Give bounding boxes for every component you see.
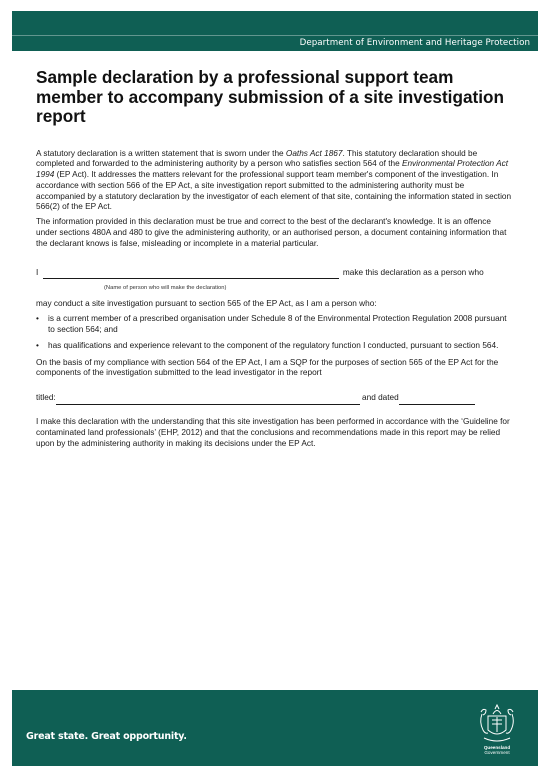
list-item bbox=[36, 314, 512, 336]
declarant-suffix: make this declaration as a person who bbox=[342, 267, 484, 277]
declarant-prefix: I bbox=[36, 267, 39, 277]
department-name: Department of Environment and Heritage Protection bbox=[299, 38, 530, 48]
report-date-field[interactable] bbox=[399, 393, 475, 405]
header-band bbox=[12, 11, 538, 51]
understanding-paragraph: I make this declaration with the understanding that this site investigation has been performed in accordance with the ‘Guideline for contaminated land professionals’ (EHP, 2012) and that the conclusions and recommendations made in this report may be relied upon by the administering authority in making its decisions under the EP Act. bbox=[36, 417, 510, 448]
offence-paragraph: The information provided in this declaration must be true and correct to the best of the declarant's knowledge. It is an offence under sections 480A and 480 to give the administering authority, or an authorised person, a document containing information that the declarant knows is false, misleading or incomplete in a material particular. bbox=[36, 217, 507, 248]
logo-name: Queensland bbox=[483, 745, 511, 750]
list-item-text: is a current member of a prescribed organisation under Schedule 8 of the Environmental Protection Regulation 2008 pursuant to section 564; and bbox=[48, 314, 507, 335]
intro-text-3: (EP Act). It addresses the matters relevant for the professional support team member's component of the investigation. In accordance with section 566 of the EP Act, a site investigation report submitted to the administering authority must be accompanied by a statutory declaration by the investigator of each element of that site, containing the information stated in section 566(2) of the EP Act. bbox=[36, 170, 512, 212]
logo-subtitle: Government bbox=[484, 750, 510, 756]
bullet-icon: • bbox=[36, 340, 39, 350]
declarant-line bbox=[36, 268, 512, 280]
oaths-act-reference: Oaths Act 1867 bbox=[285, 148, 343, 158]
titled-label: titled: bbox=[36, 393, 56, 403]
bullet-icon: • bbox=[36, 314, 39, 324]
header-divider bbox=[12, 35, 538, 36]
list-item bbox=[36, 341, 512, 352]
report-title-line bbox=[36, 393, 512, 405]
conduct-paragraph: may conduct a site investigation pursuant to section 565 of the EP Act, as I am a person who: bbox=[36, 299, 377, 309]
declarant-name-field[interactable] bbox=[43, 268, 339, 280]
qualification-list bbox=[36, 314, 512, 351]
intro-paragraph bbox=[36, 149, 512, 214]
ep-act-reference: Environmental Protection Act 1994 bbox=[36, 159, 509, 180]
intro-text-2: . This statutory declaration should be completed and forwarded to the administering authority by a person who satisfies section 564 of the bbox=[36, 148, 478, 169]
document-body bbox=[36, 68, 512, 453]
intro-text-1: A statutory declaration is a written statement that is sworn under the bbox=[36, 148, 286, 158]
document-title: Sample declaration by a professional support team member to accompany submission of a site investigation report bbox=[36, 67, 504, 126]
compliance-paragraph: On the basis of my compliance with section 564 of the EP Act, I am a SQP for the purposes of section 565 of the EP Act for the components of the investigation submitted to the lead investigator in the report bbox=[36, 357, 499, 378]
list-item-text: has qualifications and experience relevant to the component of the regulatory function I conducted, pursuant to section 564. bbox=[48, 340, 499, 350]
report-title-field[interactable] bbox=[56, 393, 360, 405]
dated-label: and dated bbox=[362, 393, 399, 403]
declarant-caption: (Name of person who will make the declaration) bbox=[104, 285, 227, 292]
footer-band bbox=[12, 690, 538, 766]
queensland-government-logo bbox=[474, 745, 520, 756]
footer-slogan: Great state. Great opportunity. bbox=[26, 731, 187, 742]
